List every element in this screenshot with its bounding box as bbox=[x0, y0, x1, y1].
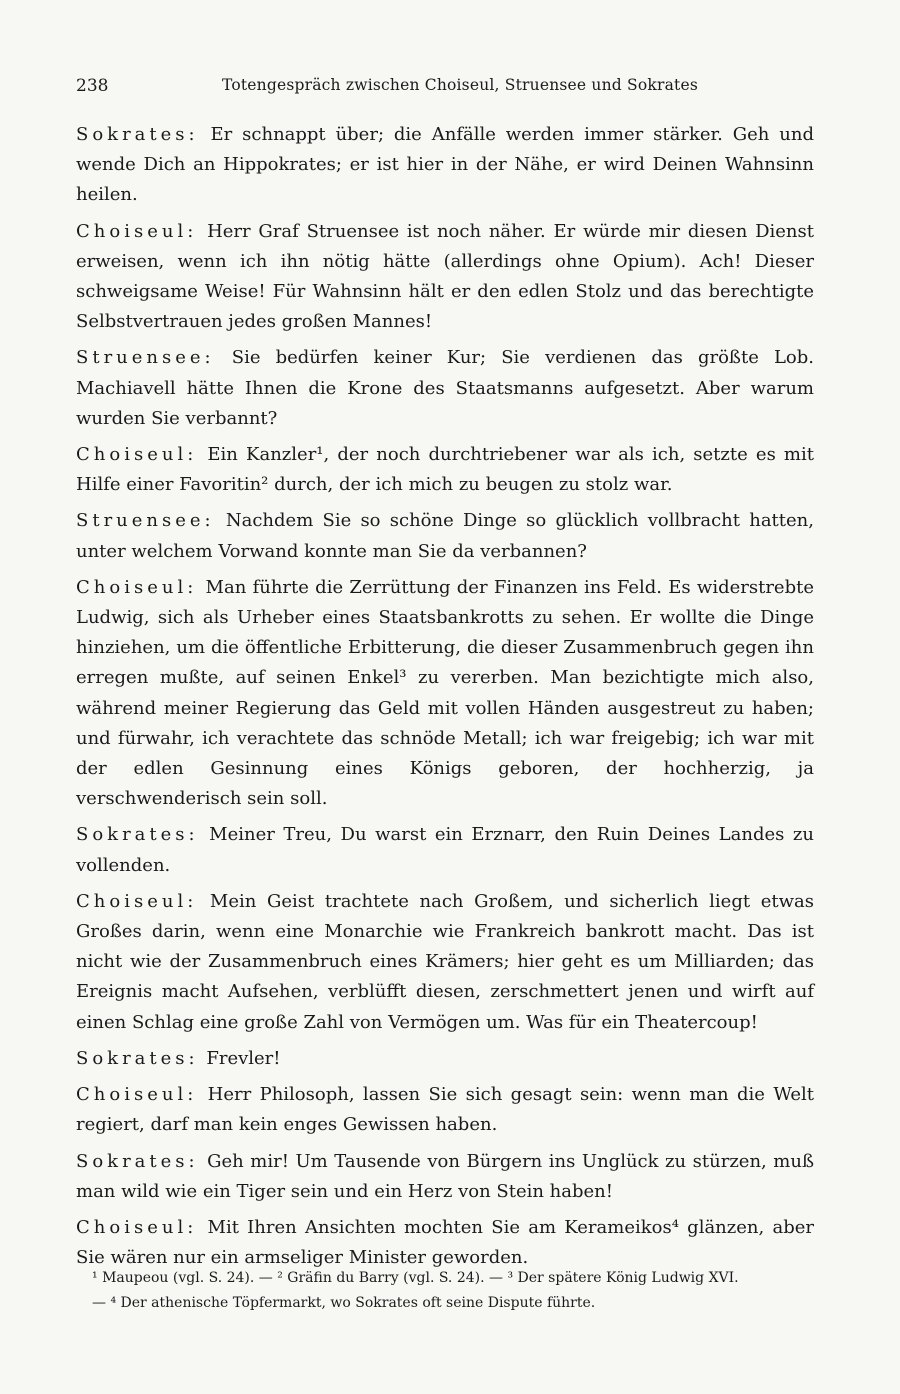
speaker-name: Struensee: bbox=[76, 510, 215, 532]
dialogue-paragraph bbox=[76, 120, 814, 211]
dialogue-paragraph bbox=[76, 1044, 814, 1074]
running-title: Totengespräch zwischen Choiseul, Struensee und Sokrates bbox=[222, 76, 698, 94]
speech-text: Frevler! bbox=[206, 1047, 281, 1069]
dialogue-paragraph bbox=[76, 820, 814, 880]
speaker-name: Sokrates: bbox=[76, 1150, 199, 1172]
speech-text: Geh mir! Um Tausende von Bürgern ins Unglück zu stürzen, muß man wild wie ein Tiger sein und ein Herz von Stein haben! bbox=[76, 1150, 814, 1202]
speech-text: Ein Kanzler¹, der noch durchtriebener war als ich, setzte es mit Hilfe einer Favoritin² durch, der ich mich zu beugen zu stolz war. bbox=[76, 444, 814, 496]
dialogue-paragraph bbox=[76, 440, 814, 500]
speaker-name: Sokrates: bbox=[76, 124, 199, 145]
dialogue-body bbox=[76, 120, 814, 1279]
speech-text: Er schnappt über; die Anfälle werden immer stärker. Geh und wende Dich an Hippokrates; er ist hier in der Nähe, er wird Deinen Wahnsinn heilen. bbox=[76, 124, 814, 206]
dialogue-paragraph bbox=[76, 1147, 814, 1207]
footnote-line: — ⁴ Der athenische Töpfermarkt, wo Sokrates oft seine Dispute führte. bbox=[92, 1295, 596, 1311]
dialogue-paragraph bbox=[76, 1080, 814, 1140]
dialogue-paragraph bbox=[76, 573, 814, 815]
dialogue-paragraph bbox=[76, 506, 814, 566]
speaker-name: Choiseul: bbox=[76, 1216, 198, 1238]
speech-text: Meiner Treu, Du warst ein Erznarr, den Ruin Deines Landes zu vollenden. bbox=[76, 824, 814, 876]
footnotes bbox=[92, 1266, 814, 1316]
speaker-name: Sokrates: bbox=[76, 1047, 199, 1069]
speech-text: Nachdem Sie so schöne Dinge so glücklich vollbracht hatten, unter welchem Vorwand konnte man Sie da verbannen? bbox=[76, 510, 814, 562]
speaker-name: Choiseul: bbox=[76, 890, 198, 912]
dialogue-paragraph bbox=[76, 1213, 814, 1273]
footnote-line: ¹ Maupeou (vgl. S. 24). — ² Gräfin du Barry (vgl. S. 24). — ³ Der spätere König Ludwig XVI. bbox=[92, 1270, 739, 1286]
speaker-name: Sokrates: bbox=[76, 824, 199, 846]
dialogue-paragraph bbox=[76, 343, 814, 434]
page-number: 238 bbox=[76, 76, 109, 96]
speech-text: Mein Geist trachtete nach Großem, und sicherlich liegt etwas Großes darin, wenn eine Monarchie wie Frankreich bankrott macht. Das ist nicht wie der Zusammenbruch eines Krämers; hier geht es um Milliarden; das Ereignis macht Aufsehen, verblüfft diesen, zerschmettert jenen und wirft auf einen Schlag eine große Zahl von Vermögen um. Was für ein Theatercoup! bbox=[76, 890, 814, 1033]
speaker-name: Choiseul: bbox=[76, 576, 198, 598]
speaker-name: Choiseul: bbox=[76, 220, 198, 242]
speech-text: Herr Philosoph, lassen Sie sich gesagt sein: wenn man die Welt regiert, darf man kein enges Gewissen haben. bbox=[76, 1084, 814, 1136]
dialogue-paragraph bbox=[76, 887, 814, 1038]
page-header bbox=[76, 76, 821, 104]
speech-text: Mit Ihren Ansichten mochten Sie am Kerameikos⁴ glänzen, aber Sie wären nur ein armseliger Minister geworden. bbox=[76, 1216, 814, 1269]
speech-text: Sie bedürfen keiner Kur; Sie verdienen das größte Lob. Machiavell hätte Ihnen die Krone des Staatsmanns aufgesetzt. Aber warum wurden Sie verbannt? bbox=[76, 347, 814, 429]
speaker-name: Struensee: bbox=[76, 347, 215, 369]
speaker-name: Choiseul: bbox=[76, 444, 198, 466]
speech-text: Man führte die Zerrüttung der Finanzen ins Feld. Es widerstrebte Ludwig, sich als Urheber eines Staatsbankrotts zu sehen. Er wollte die Dinge hinziehen, um die öffentliche Erbitterung, die dieser Zusammenbruch gegen ihn erregen mußte, auf seinen Enkel³ zu vererben. Man bezichtigte mich also, während meiner Regierung das Geld mit vollen Händen ausgestreut zu haben; und fürwahr, ich verachtete das schnöde Metall; ich war freigebig; ich war mit der edlen Gesinnung eines Königs geboren, der hochherzig, ja verschwenderisch sein soll. bbox=[76, 576, 814, 810]
dialogue-paragraph bbox=[76, 217, 814, 338]
speaker-name: Choiseul: bbox=[76, 1084, 198, 1106]
speech-text: Herr Graf Struensee ist noch näher. Er würde mir diesen Dienst erweisen, wenn ich ihn nötig hätte (allerdings ohne Opium). Ach! Dieser schweigsame Weise! Für Wahnsinn hält er den edlen Stolz und das berechtigte Selbstvertrauen jedes großen Mannes! bbox=[76, 220, 814, 333]
